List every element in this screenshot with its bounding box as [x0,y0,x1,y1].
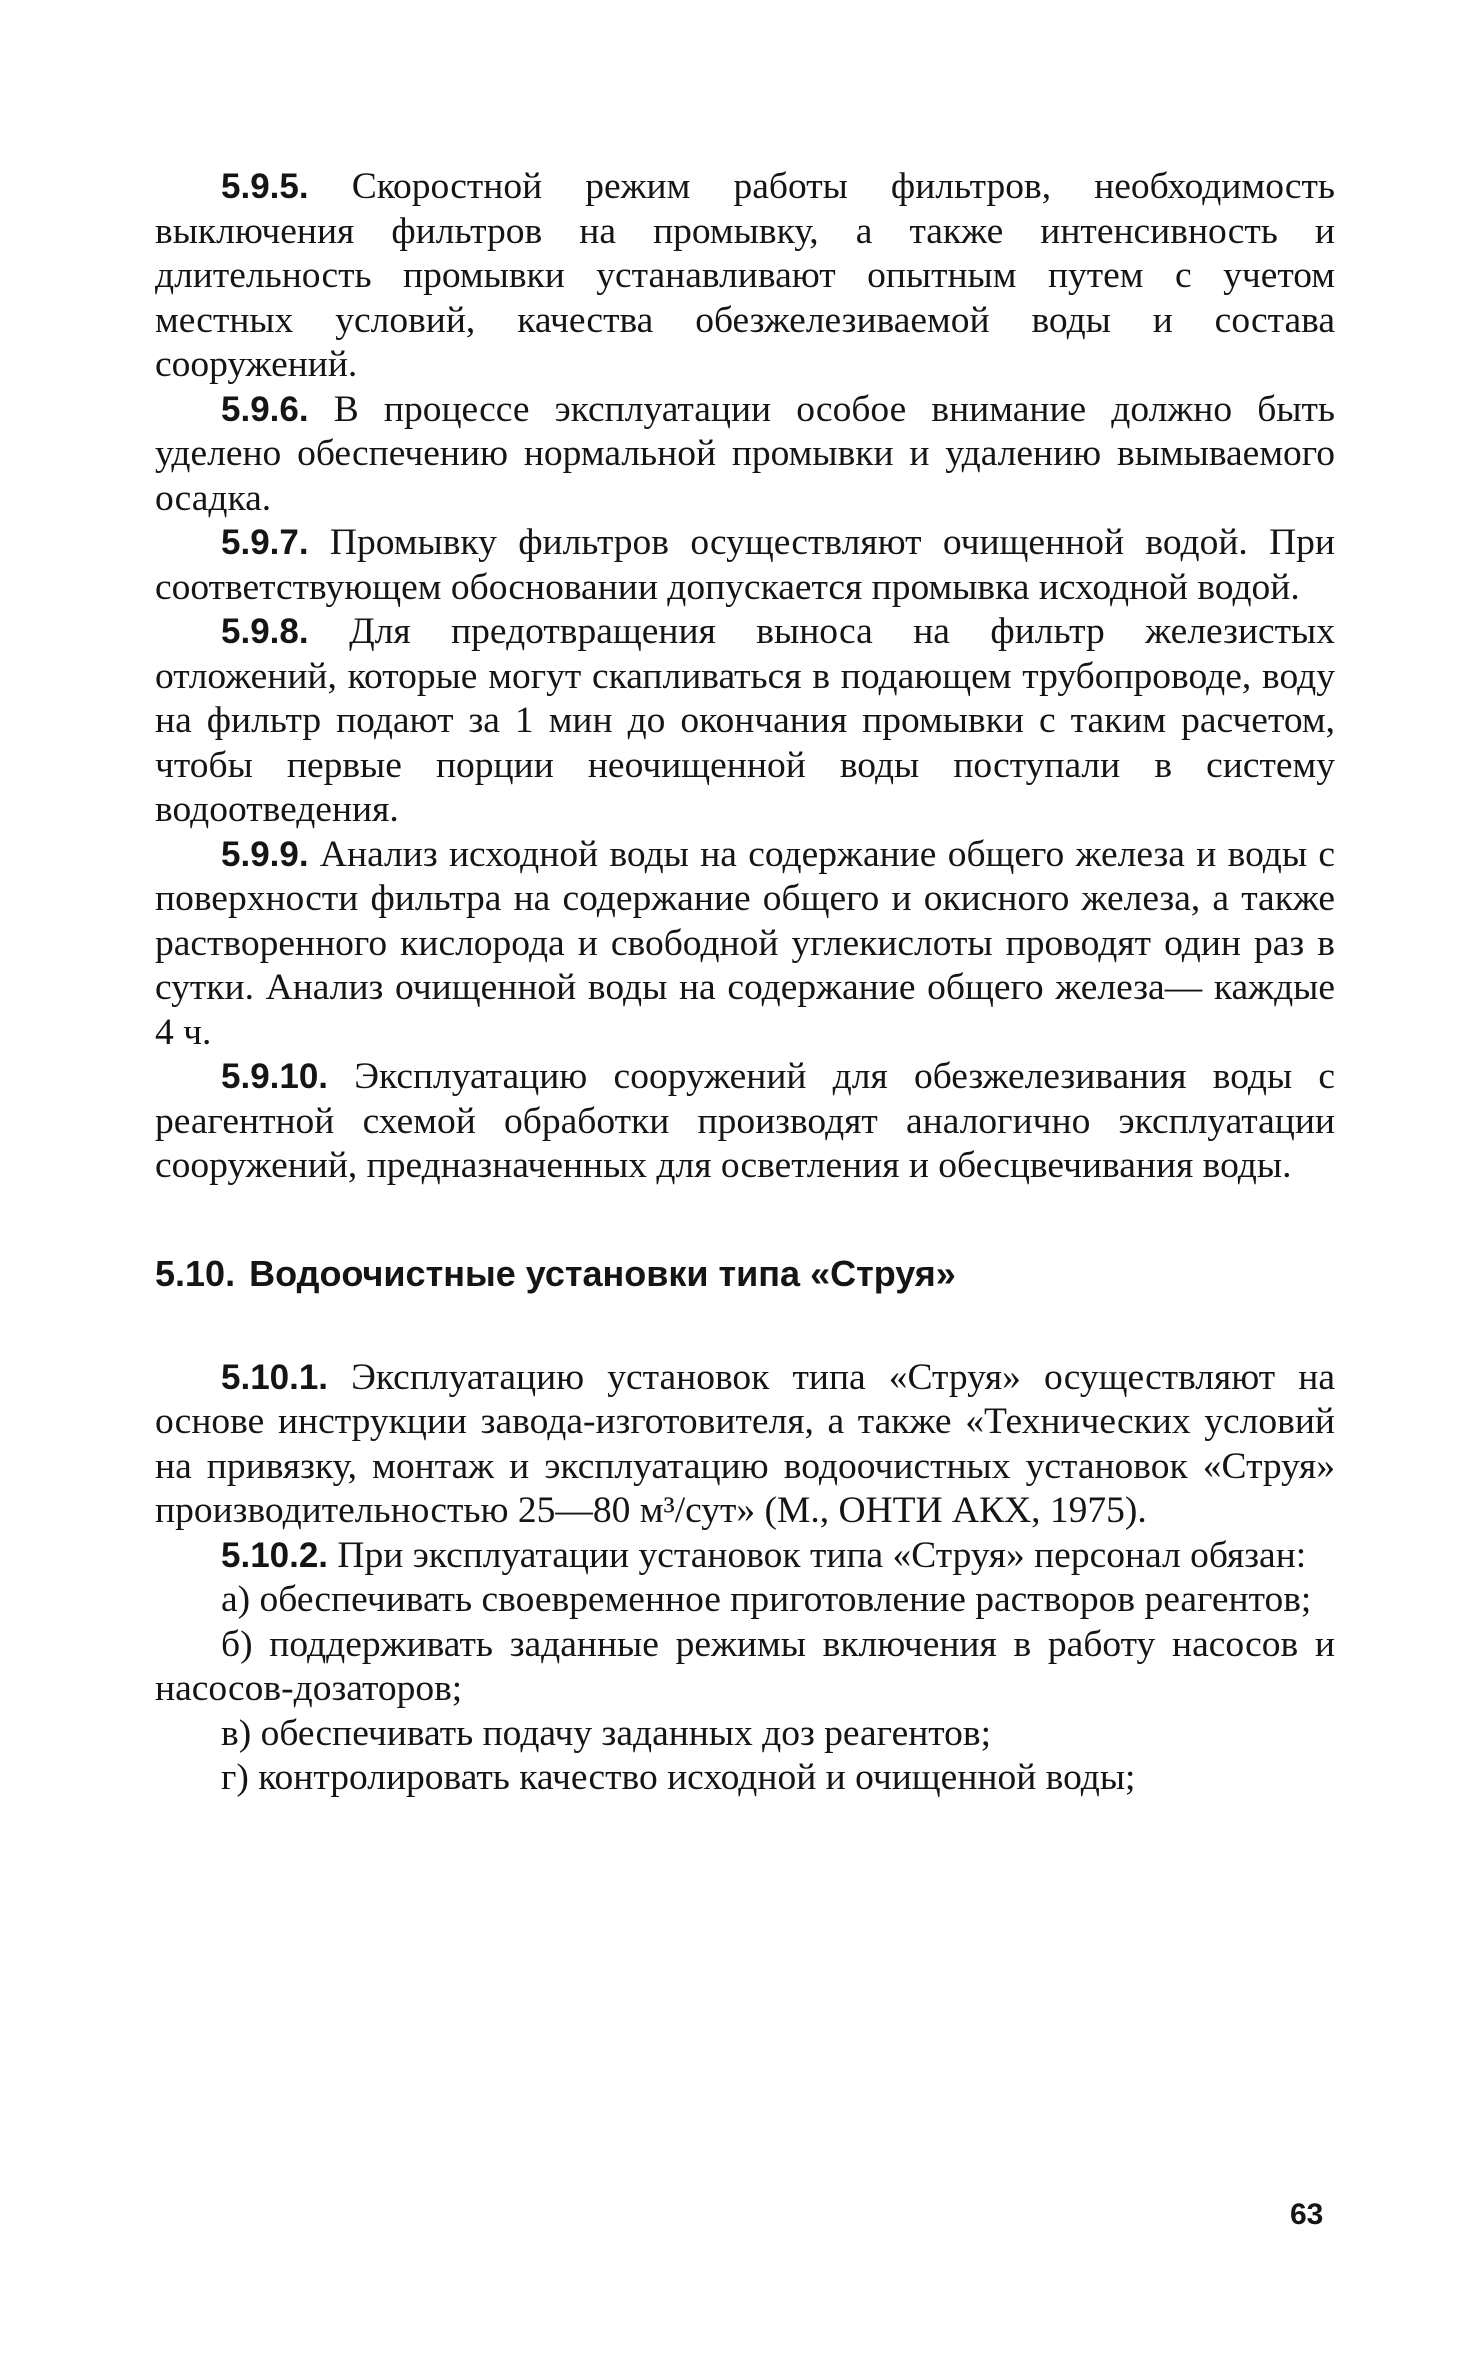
list-item-v: в) обеспечивать подачу заданных доз реагентов; [221,1712,992,1754]
paragraph-5-9-8 [155,610,1335,833]
list-item-a: а) обеспечивать своевременное приготовление растворов реагентов; [221,1579,1312,1620]
paragraph-5-9-9 [155,833,1335,1056]
paragraph-number: 5.9.7. [221,523,309,562]
section-heading [155,1252,1335,1296]
paragraph-5-9-5 [155,165,1335,388]
paragraph-text: Для предотвращения выноса на фильтр железистых отложений, которые могут скапливаться в подающем трубопроводе, воду на фильтр подают за 1 мин до окончания промывки с таким расчетом, чтобы первые порции неочищенной воды поступали в систему водоотведения. [155,611,1336,830]
paragraph-text: Промывку фильтров осуществляют очищенной водой. При соответствующем обосновании допускается промывка исходной водой. [155,522,1335,608]
paragraph-5-9-7 [155,521,1335,610]
paragraph-5-9-6 [155,388,1335,522]
paragraph-number: 5.9.9. [221,834,309,874]
paragraph-text: Эксплуатацию установок типа «Струя» осуществляют на основе инструкции завода-изготовителя, а также «Технических условий на привязку, монтаж и эксплуатацию водоочистных установок «Струя» производительностью 25—80 м³/сут» (М., ОНТИ АКХ, 1975). [155,1356,1335,1531]
paragraph-number: 5.9.8. [221,612,309,651]
paragraph-text: Скоростной режим работы фильтров, необходимость выключения фильтров на промывку, а также интенсивность и длительность промывки устанавливают опытным путем с учетом местных условий, качества обезжелезиваемой воды и состава сооружений. [155,166,1336,385]
paragraph-5-9-10 [155,1055,1335,1189]
paragraph-number: 5.10.1. [221,1357,329,1397]
list-item-g: г) контролировать качество исходной и очищенной воды; [221,1757,1136,1798]
paragraph-number: 5.9.6. [221,389,309,429]
paragraph-text: Анализ исходной воды на содержание общего железа и воды с поверхности фильтра на содержание общего и окисного железа, а также растворенного кислорода и свободной углекислоты проводят один раз в сутки. Анализ очищенной воды на содержание общего железа— каждые 4 ч. [155,833,1335,1053]
paragraph-text: При эксплуатации установок типа «Струя» персонал обязан: [337,1534,1307,1576]
paragraph-number: 5.9.5. [221,167,309,206]
paragraph-5-10-1 [155,1356,1335,1534]
section-title: Водоочистные установки типа «Струя» [249,1252,956,1294]
document-page [155,165,1335,1801]
paragraph-number: 5.10.2. [221,1535,329,1575]
page-number: 63 [1290,2198,1324,2231]
section-number: 5.10. [155,1252,236,1294]
paragraph-number: 5.9.10. [221,1057,329,1096]
list-item-b: б) поддерживать заданные режимы включения в работу насосов и насосов-дозаторов; [155,1623,1335,1709]
paragraph-text: Эксплуатацию сооружений для обезжелезивания воды с реагентной схемой обработки производят аналогично эксплуатации сооружений, предназначенных для осветления и обесцвечивания воды. [155,1056,1336,1186]
paragraph-text: В процессе эксплуатации особое внимание должно быть уделено обеспечению нормальной промывки и удалению вымываемого осадка. [155,388,1336,519]
paragraph-5-10-2 [155,1534,1335,1579]
